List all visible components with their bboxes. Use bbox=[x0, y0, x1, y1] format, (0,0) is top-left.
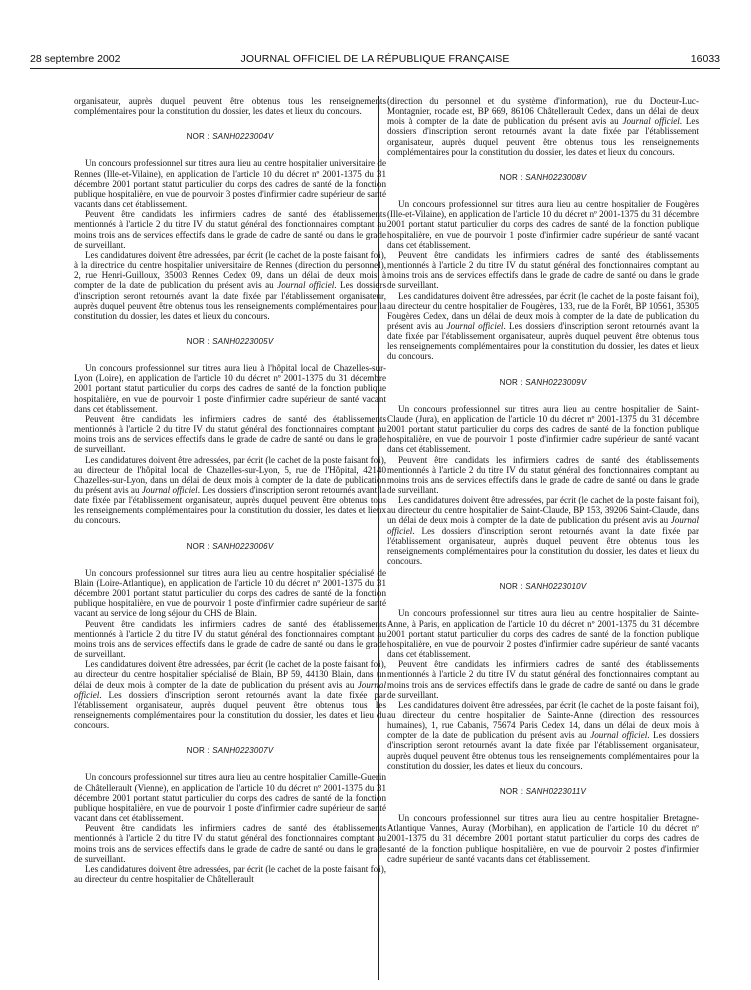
nor-label: NOR : bbox=[186, 132, 213, 142]
notice-paragraph: Les candidatures doivent être adressées, par écrit (le cachet de la poste faisant foi), au directeur du centre hospitalier de Sainte-Anne (direction des ressources humaines), 1, rue Cabanis, 75674 Paris Cedex 14, dans un délai de deux mois à compter de la date de publication du présent avis au Journal officiel. Les dossiers d'inscription seront retournés avant la date fixée par l'établissement organisateur, auprès duquel peuvent être obtenus tous les renseignements complémentaires pour la constitution du dossier, les dates et lieux du concours. bbox=[387, 699, 699, 771]
notice-paragraph: Les candidatures doivent être adressées, par écrit (le cachet de la poste faisant foi), au directeur de l'hôpital local de Chazelles-sur-Lyon, 5, rue de l'Hôpital, 42140 Chazelles-sur-Lyon, dans un délai de deux mois à compter de la date de publication du présent avis au Journal officiel. Les dossiers d'inscription seront retournés avant la date fixée par l'établissement organisateur, auprès duquel peuvent être obtenus tous les renseignements complémentaires pour la constitution du dossier, les dates et lieux du concours. bbox=[74, 454, 386, 526]
nor-reference bbox=[387, 582, 699, 592]
right-column bbox=[387, 96, 699, 864]
notice-section bbox=[74, 542, 386, 731]
nor-reference bbox=[74, 746, 386, 756]
notice-paragraph: Un concours professionnel sur titres aura lieu au centre hospitalier Bretagne-Atlantique Vannes, Auray (Morbihan), en application de l'article 10 du décret nº 2001-1375 du 31 décembre 2001 portant statut particulier du corps des cadres de santé de la fonction publique hospitalière, en vue de pourvoir 2 postes d'infirmier cadre supérieur de santé vacants dans cet établissement. bbox=[387, 813, 699, 864]
nor-label: NOR : bbox=[499, 786, 526, 796]
header-rule bbox=[30, 68, 720, 69]
notice-section bbox=[74, 337, 386, 526]
notice-paragraph: Les candidatures doivent être adressées, par écrit (le cachet de la poste faisant foi), au directeur du centre hospitalier de Saint-Claude, BP 153, 39206 Saint-Claude, dans un délai de deux mois à compter de la date de publication du présent avis au Journal officiel. Les dossiers d'inscription seront retournés avant la date fixée par l'établissement organisateur, auprès duquel peuvent être obtenus tous les renseignements complémentaires pour la constitution du dossier, les dates et lieux du concours. bbox=[387, 495, 699, 567]
nor-reference bbox=[74, 337, 386, 347]
publication-date: 28 septembre 2002 bbox=[30, 53, 121, 65]
notice-paragraph: Un concours professionnel sur titres aura lieu à l'hôpital local de Chazelles-sur-Lyon (Loire), en application de l'article 10 du décret nº 2001-1375 du 31 décembre 2001 portant statut particulier du corps des cadres de santé de la fonction publique hospitalière, en vue de pourvoir 1 poste d'infirmier cadre supérieur de santé vacant dans cet établissement. bbox=[74, 363, 386, 414]
nor-code: SANH0223005V bbox=[212, 336, 274, 346]
journal-title: JOURNAL OFFICIEL DE LA RÉPUBLIQUE FRANÇAISE bbox=[240, 53, 510, 65]
notice-paragraph: Un concours professionnel sur titres aura lieu au centre hospitalier de Fougères (Ille-et-Vilaine), en application de l'article 10 du décret nº 2001-1375 du 31 décembre 2001 portant statut particulier du corps des cadres de santé de la fonction publique hospitalière, en vue de pourvoir 1 poste d'infirmier cadre supérieur de santé vacant dans cet établissement. bbox=[387, 199, 699, 250]
page-header bbox=[30, 52, 720, 66]
notice-paragraph: Peuvent être candidats les infirmiers cadres de santé des établissements mentionnés à l'article 2 du titre IV du statut général des fonctionnaires comptant au moins trois ans de services effectifs dans le grade de cadre de santé ou dans le grade de surveillant. bbox=[387, 659, 699, 700]
notice-paragraph: Peuvent être candidats les infirmiers cadres de santé des établissements mentionnés à l'article 2 du titre IV du statut général des fonctionnaires comptant au moins trois ans de services effectifs dans le grade de cadre de santé ou dans le grade de surveillant. bbox=[74, 823, 386, 864]
nor-label: NOR : bbox=[499, 377, 526, 387]
notice-paragraph: Peuvent être candidats les infirmiers cadres de santé des établissements mentionnés à l'article 2 du titre IV du statut général des fonctionnaires comptant au moins trois ans de services effectifs dans le grade de cadre de santé ou dans le grade de surveillant. bbox=[74, 413, 386, 455]
nor-reference bbox=[387, 173, 699, 183]
notice-paragraph: Peuvent être candidats les infirmiers cadres de santé des établissements mentionnés à l'article 2 du titre IV du statut général des fonctionnaires comptant au moins trois ans de services effectifs dans le grade de cadre de santé ou dans le grade de surveillant. bbox=[387, 249, 699, 291]
notice-paragraph: Les candidatures doivent être adressées, par écrit (le cachet de la poste faisant foi), au directeur du centre hospitalier de Châtellerault bbox=[74, 863, 386, 884]
nor-code: SANH0223004V bbox=[212, 132, 274, 142]
nor-label: NOR : bbox=[186, 336, 213, 346]
nor-reference bbox=[387, 378, 699, 388]
notice-paragraph: Peuvent être candidats les infirmiers cadres de santé des établissements mentionnés à l'article 2 du titre IV du statut général des fonctionnaires comptant au moins trois ans de services effectifs dans le grade de cadre de santé ou dans le grade de surveillant. bbox=[74, 618, 386, 660]
notice-paragraph: Les candidatures doivent être adressées, par écrit (le cachet de la poste faisant foi), à la directrice du centre hospitalier universitaire de Rennes (direction du personnel), 2, rue Henri-Guilloux, 35003 Rennes Cedex 09, dans un délai de deux mois à compter de la date de publication du présent avis au Journal officiel. Les dossiers d'inscription seront retournés avant la date fixée par l'établissement organisateur, auprès duquel peuvent être obtenus tous les renseignements complémentaires pour la constitution du dossier, les dates et lieux du concours. bbox=[74, 249, 386, 321]
notice-paragraph: Un concours professionnel sur titres aura lieu au centre hospitalier de Sainte-Anne, à Paris, en application de l'article 10 du décret nº 2001-1375 du 31 décembre 2001 portant statut particulier du corps des cadres de santé de la fonction publique hospitalière, en vue de pourvoir 2 postes d'infirmier cadre supérieur de santé vacants dans cet établissement. bbox=[387, 608, 699, 660]
notice-paragraph: Peuvent être candidats les infirmiers cadres de santé des établissements mentionnés à l'article 2 du titre IV du statut général des fonctionnaires comptant au moins trois ans de services effectifs dans le grade de cadre de santé ou dans le grade de surveillant. bbox=[387, 454, 699, 495]
notice-paragraph: Un concours professionnel sur titres aura lieu au centre hospitalier Camille-Guerin de Châtellerault (Vienne), en application de l'article 10 du décret nº 2001-1375 du 31 décembre 2001 portant statut particulier du corps des cadres de santé de la fonction publique hospitalière, en vue de pourvoir 1 poste d'infirmier cadre supérieur de santé vacant dans cet établissement. bbox=[74, 772, 386, 824]
nor-code: SANH0223010V bbox=[525, 582, 587, 592]
nor-reference bbox=[74, 132, 386, 142]
notice-section bbox=[387, 173, 699, 362]
nor-label: NOR : bbox=[186, 541, 213, 551]
notice-section bbox=[74, 132, 386, 321]
nor-label: NOR : bbox=[499, 172, 526, 182]
notice-paragraph: Un concours professionnel sur titres aura lieu au centre hospitalier de Saint-Claude (Jura), en application de l'article 10 du décret nº 2001-1375 du 31 décembre 2001 portant statut particulier du corps des cadres de santé de la fonction publique hospitalière, en vue de pourvoir 1 poste d'infirmier cadre supérieur de santé vacant dans cet établissement. bbox=[387, 403, 699, 455]
nor-code: SANH0223008V bbox=[525, 172, 587, 182]
notice-section bbox=[387, 787, 699, 864]
notice-section bbox=[74, 746, 386, 884]
continued-paragraph: organisateur, auprès duquel peuvent être obtenus tous les renseignements complémentaires pour la constitution du dossier, les dates et lieux du concours. bbox=[74, 96, 386, 117]
notice-paragraph: Les candidatures doivent être adressées, par écrit (le cachet de la poste faisant foi), au directeur du centre hospitalier de Fougères, 133, rue de la Forêt, BP 10561, 35305 Fougères Cedex, dans un délai de deux mois à compter de la date de publication du présent avis au Journal officiel. Les dossiers d'inscription seront retournés avant la date fixée par l'établissement organisateur, auprès duquel peuvent être obtenus tous les renseignements complémentaires pour la constitution du dossier, les dates et lieux du concours. bbox=[387, 290, 699, 362]
nor-code: SANH0223011V bbox=[525, 786, 587, 796]
continued-paragraph: (direction du personnel et du système d'information), rue du Docteur-Luc-Montagnier, rocade est, BP 669, 86106 Châtellerault Cedex, dans un délai de deux mois à compter de la date de publication du présent avis au Journal officiel. Les dossiers d'inscription seront retournés avant la date fixée par l'établissement organisateur, auprès duquel peuvent être obtenus tous les renseignements complémentaires pour la constitution du dossier, les dates et lieux du concours. bbox=[387, 96, 699, 157]
notice-section bbox=[387, 582, 699, 771]
nor-label: NOR : bbox=[186, 746, 213, 756]
nor-code: SANH0223009V bbox=[525, 377, 587, 387]
notice-section bbox=[387, 378, 699, 567]
nor-reference bbox=[74, 542, 386, 552]
nor-reference bbox=[387, 787, 699, 797]
left-column bbox=[74, 96, 386, 884]
nor-code: SANH0223007V bbox=[212, 746, 274, 756]
page-number: 16033 bbox=[690, 53, 720, 65]
notice-paragraph: Les candidatures doivent être adressées, par écrit (le cachet de la poste faisant foi), au directeur du centre hospitalier spécialisé de Blain, BP 59, 44130 Blain, dans un délai de deux mois à compter de la date de publication du présent avis au Journal officiel. Les dossiers d'inscription seront retournés avant la date fixée par l'établissement organisateur, auprès duquel peuvent être obtenus tous les renseignements complémentaires pour la constitution du dossier, les dates et lieu du concours. bbox=[74, 659, 386, 731]
notice-paragraph: Peuvent être candidats les infirmiers cadres de santé des établissements mentionnés à l'article 2 du titre IV du statut général des fonctionnaires comptant au moins trois ans de services effectifs dans le grade de cadre de santé ou dans le grade de surveillant. bbox=[74, 209, 386, 250]
nor-label: NOR : bbox=[499, 582, 526, 592]
notice-paragraph: Un concours professionnel sur titres aura lieu au centre hospitalier spécialisé de Blain (Loire-Atlantique), en application de l'article 10 du décret nº 2001-1375 du 31 décembre 2001 portant statut particulier du corps des cadres de santé de la fonction publique hospitalière, en vue de pourvoir 1 poste d'infirmier cadre supérieur de santé vacant au service de long séjour du CHS de Blain. bbox=[74, 567, 386, 619]
notice-paragraph: Un concours professionnel sur titres aura lieu au centre hospitalier universitaire de Rennes (Ille-et-Vilaine), en application de l'article 10 du décret nº 2001-1375 du 31 décembre 2001 portant statut particulier du corps des cadres de santé de la fonction publique hospitalière, en vue de pourvoir 3 postes d'infirmier cadre supérieur de santé vacants dans cet établissement. bbox=[74, 158, 386, 210]
nor-code: SANH0223006V bbox=[212, 541, 274, 551]
